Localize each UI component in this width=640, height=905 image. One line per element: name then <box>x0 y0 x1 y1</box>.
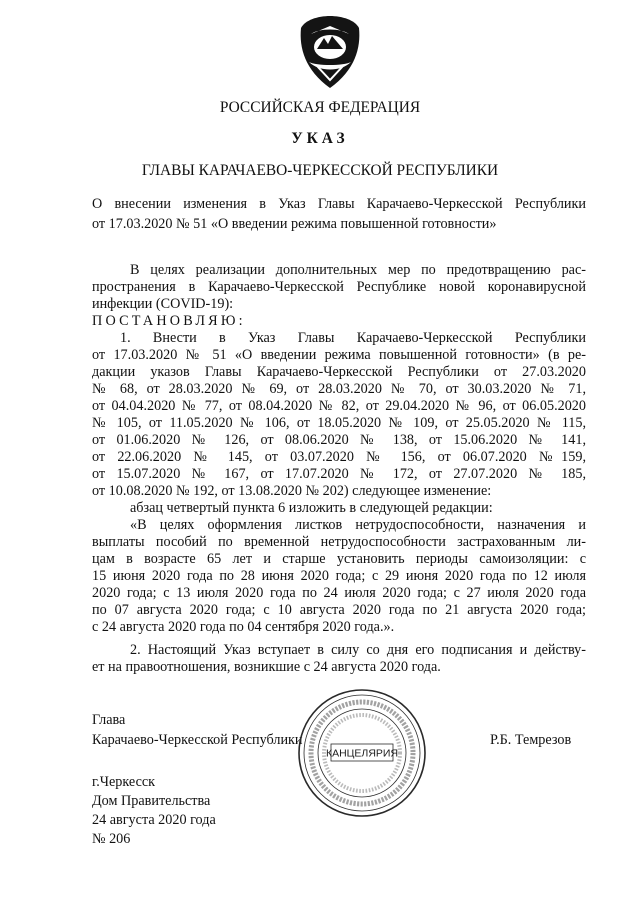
quote-line: 15 июня 2020 года по 28 июня 2020 года; с 29 июня 2020 года по 12 июля <box>92 568 586 584</box>
issuer-heading: ГЛАВЫ КАРАЧАЕВО-ЧЕРКЕССКОЙ РЕСПУБЛИКИ <box>141 162 499 179</box>
item-1-line: дакции указов Главы Карачаево-Черкесской Республики от 27.03.2020 <box>92 364 586 380</box>
item-1-line: от 01.06.2020 № 126, от 08.06.2020 № 138, от 15.06.2020 № 141, <box>92 432 586 448</box>
footer-place: Дом Правительства <box>92 793 211 809</box>
document-type-title: УКАЗ <box>291 130 349 147</box>
subject-line: от 17.03.2020 № 51 «О введении режима повышенной готовности» <box>92 216 497 232</box>
footer-number: № 206 <box>92 831 131 847</box>
signature-position: Глава <box>92 712 126 728</box>
item-1-line: № 68, от 28.03.2020 № 69, от 28.03.2020 № 70, от 30.03.2020 № 71, <box>92 381 586 397</box>
coat-of-arms-emblem <box>297 14 363 90</box>
preamble-line: инфекции (COVID-19): <box>92 296 234 312</box>
quote-line: выплаты пособий по временной нетрудоспособности застрахованным ли- <box>92 534 586 550</box>
signatory-name: Р.Б. Темрезов <box>490 732 572 748</box>
item-1-line: от 17.03.2020 № 51 «О введении режима повышенной готовности» (в ре- <box>92 347 586 363</box>
resolve-heading: ПОСТАНОВЛЯЮ: <box>92 313 246 329</box>
subject-line: О внесении изменения в Указ Главы Карачаево-Черкесской Республики <box>92 196 586 212</box>
quote-line: «В целях оформления листков нетрудоспособности, назначения и <box>130 517 586 533</box>
paragraph-note: абзац четвертый пункта 6 изложить в следующей редакции: <box>130 500 493 516</box>
preamble-line: пространения в Карачаево-Черкесской Республике новой коронавирусной <box>92 279 586 295</box>
federation-heading: РОССИЙСКАЯ ФЕДЕРАЦИЯ <box>219 99 421 116</box>
official-stamp <box>295 686 429 820</box>
quote-line: по 07 августа 2020 года; с 10 августа 2020 года по 21 августа 2020 года; <box>92 602 586 618</box>
item-1-line: от 04.04.2020 № 77, от 08.04.2020 № 82, от 29.04.2020 № 96, от 06.05.2020 <box>92 398 586 414</box>
item-1-line: от 15.07.2020 № 167, от 17.07.2020 № 172, от 27.07.2020 № 185, <box>92 466 586 482</box>
item-2-line: ет на правоотношения, возникшие с 24 августа 2020 года. <box>92 659 441 675</box>
footer-date: 24 августа 2020 года <box>92 812 216 828</box>
item-1-line: от 22.06.2020 № 145, от 03.07.2020 № 156, от 06.07.2020 №159, <box>92 449 586 465</box>
item-1-line: от 10.08.2020 № 192, от 13.08.2020 № 202) следующее изменение: <box>92 483 492 499</box>
stamp-center-text: КАНЦЕЛЯРИЯ <box>325 747 399 760</box>
preamble-line: В целях реализации дополнительных мер по предотвращению рас- <box>130 262 586 278</box>
quote-line: цам в возрасте 65 лет и старше установить периоды самоизоляции: с <box>92 551 586 567</box>
signature-position: Карачаево-Черкесской Республики <box>92 732 303 748</box>
quote-line: с 24 августа 2020 года по 04 сентября 2020 года.». <box>92 619 395 635</box>
item-1-line: 1. Внести в Указ Главы Карачаево-Черкесской Республики <box>120 330 586 346</box>
item-2-line: 2. Настоящий Указ вступает в силу со дня его подписания и действу- <box>130 642 586 658</box>
quote-line: 2020 года; с 13 июля 2020 года по 24 июля 2020 года; с 27 июля 2020 года <box>92 585 586 601</box>
item-1-line: № 105, от 11.05.2020 № 106, от 18.05.2020 № 109, от 25.05.2020 № 115, <box>92 415 586 431</box>
footer-city: г.Черкесск <box>92 774 156 790</box>
